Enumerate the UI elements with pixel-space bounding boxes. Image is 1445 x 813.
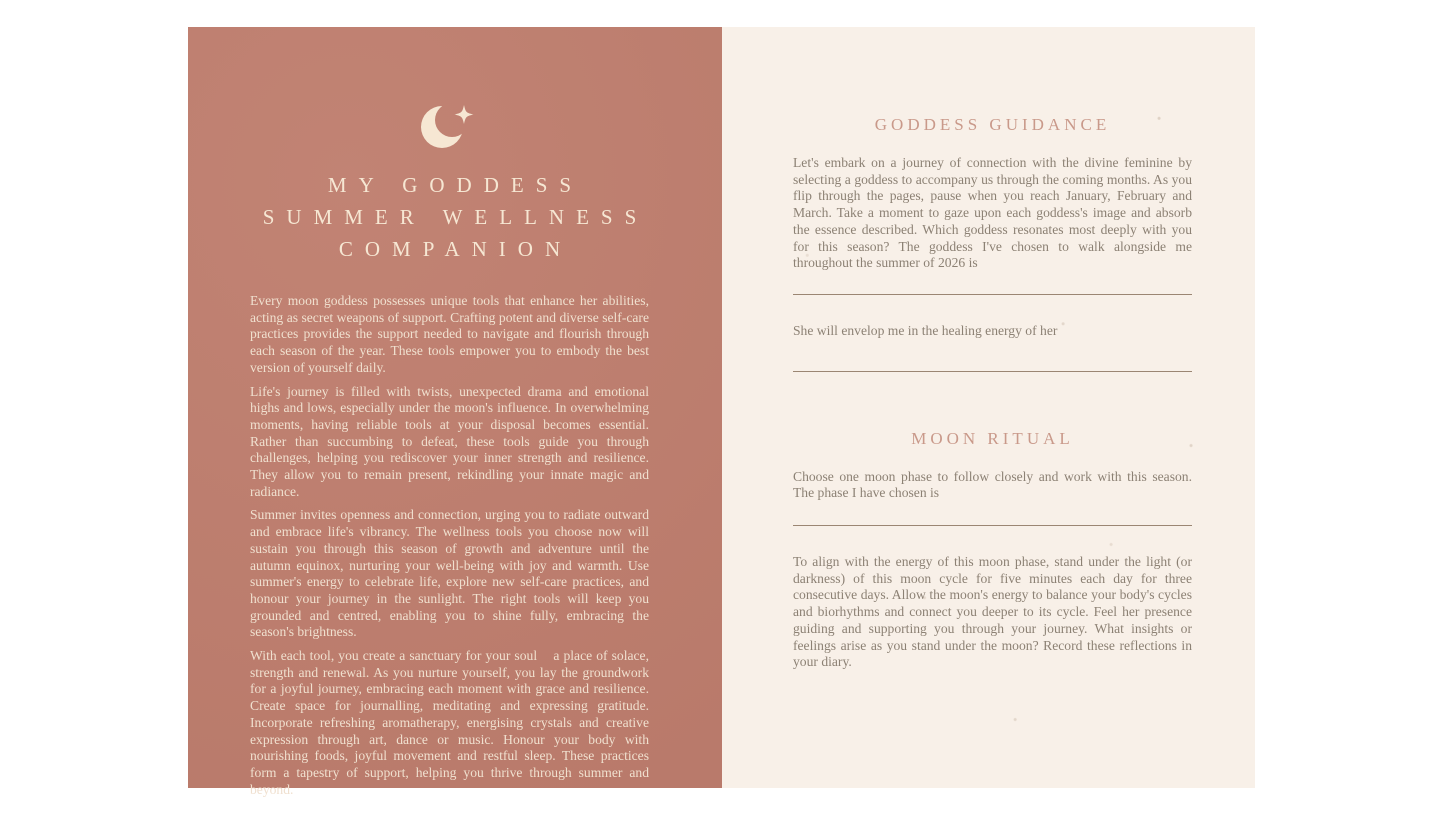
journal-spread — [188, 27, 1255, 797]
moon-phase-prompt: Choose one moon phase to follow closely and work with this season. The phase I have chosen is — [793, 468, 1192, 501]
goddess-guidance-intro: Let's embark on a journey of connection with the divine feminine by selecting a goddess to accompany us through the coming months. As you flip through the pages, pause when you reach January, February and March. Take a moment to gaze upon each goddess's image and absorb the essence described. Which goddess resonates most deeply with you for this season? The goddess I've chosen to walk alongside me throughout the summer of 2026 is — [793, 155, 1192, 271]
crescent-moon-sparkle-icon — [419, 139, 481, 156]
goddess-guidance-heading: GODDESS GUIDANCE — [874, 115, 1111, 134]
moon-ritual-instructions: To align with the energy of this moon phase, stand under the light (or darkness) of this moon cycle for five minutes each day for three consecutive days. Allow the moon's energy to balance your body's cycles and biorhythms and connect you deeper to its cycle. Feel her presence guiding and supporting you through your journey. What insights or feelings arise as you stand under the moon? Record these reflections in your diary. — [793, 554, 1192, 670]
intro-paragraph-4: With each tool, you create a sanctuary for your soul a place of solace, strength and renewal. As you nurture yourself, you lay the groundwork for a joyful journey, embracing each moment with grace and resilience. Create space for journalling, meditating and expressing gratitude. Incorporate refreshing aromatherapy, energising crystals and creative expression through art, dance or music. Honour your body with nourishing foods, joyful movement and restful sleep. These practices form a tapestry of support, helping you thrive through summer and beyond. — [250, 648, 649, 797]
intro-copy — [250, 293, 649, 798]
moon-icon-wrap — [250, 98, 649, 157]
worksheet-page — [722, 27, 1255, 788]
intro-paragraph-1: Every moon goddess possesses unique tools that enhance her abilities, acting as secret weapons of support. Crafting potent and diverse self-care practices provides the support needed to navigate and flourish through each season of the year. These tools empower you to embody the best version of yourself daily. — [250, 293, 649, 375]
title-line-2: SUMMER WELLNESS — [262, 205, 649, 229]
goddess-name-fill-line — [793, 294, 1192, 295]
healing-energy-prompt: She will envelop me in the healing energy of her — [793, 322, 1058, 338]
intro-paragraph-2: Life's journey is filled with twists, unexpected drama and emotional highs and lows, especially under the moon's influence. In overwhelming moments, having reliable tools at your disposal becomes essential. Rather than succumbing to defeat, these tools guide you through challenges, helping you rediscover your inner strength and resilience. They allow you to remain present, rekindling your innate magic and radiance. — [250, 383, 649, 499]
title-line-3: COMPANION — [338, 237, 573, 261]
moon-ritual-heading: MOON RITUAL — [911, 428, 1074, 448]
intro-paragraph-3: Summer invites openness and connection, urging you to radiate outward and embrace life's vibrancy. The wellness tools you choose now will sustain you through this season of growth and adventure until the autumn equinox, nurturing your well-being with joy and warmth. Use summer's energy to celebrate life, explore new self-care practices, and honour your journey in the sunlight. The right tools will keep you grounded and centred, enabling you to shine fully, embracing the season's brightness. — [250, 507, 649, 640]
title-line-1: MY GODDESS — [327, 173, 584, 197]
page-title — [250, 169, 649, 265]
cover-page — [188, 27, 722, 797]
moon-phase-fill-line — [793, 525, 1192, 526]
